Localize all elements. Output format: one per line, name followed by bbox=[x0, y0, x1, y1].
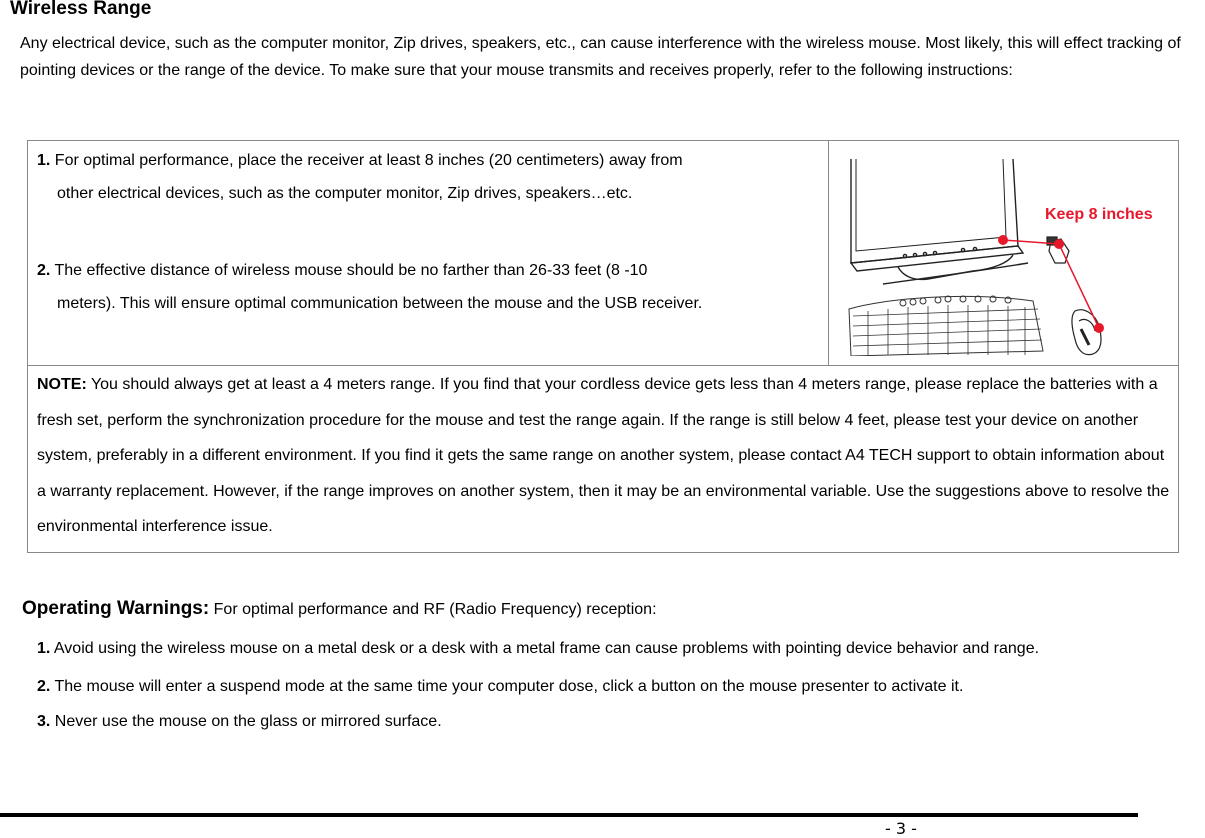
operating-warnings-heading-row bbox=[22, 598, 657, 620]
table-divider-vertical bbox=[828, 141, 829, 365]
item-text: The effective distance of wireless mouse should be no farther than 26-33 feet (8 -10 bbox=[50, 262, 648, 279]
page-number: - 3 - bbox=[885, 819, 917, 838]
footer-rule-thin bbox=[0, 816, 190, 817]
section-title: Wireless Range bbox=[10, 0, 152, 19]
warning-item bbox=[37, 678, 963, 696]
item-text: Never use the mouse on the glass or mirrored surface. bbox=[50, 713, 442, 730]
instruction-item-1 bbox=[37, 144, 817, 210]
note-paragraph bbox=[37, 367, 1172, 545]
item-text-continued: other electrical devices, such as the computer monitor, Zip drives, speakers…etc. bbox=[57, 185, 633, 202]
item-number: 1. bbox=[37, 152, 51, 169]
instruction-item-2 bbox=[37, 254, 827, 320]
warning-item bbox=[37, 713, 442, 731]
item-text: Avoid using the wireless mouse on a metal desk or a desk with a metal frame can cause problems with pointing device behavior and range. bbox=[50, 640, 1040, 657]
item-number: 3. bbox=[37, 713, 51, 730]
note-label: NOTE: bbox=[37, 376, 87, 393]
marker-dot-monitor bbox=[998, 235, 1008, 245]
item-text: For optimal performance, place the receiver at least 8 inches (20 centimeters) away from bbox=[50, 152, 683, 169]
warning-item bbox=[37, 640, 1039, 658]
note-text: You should always get at least a 4 meters range. If you find that your cordless device gets less than 4 meters range, please replace the batteries with a fresh set, perform the synchronization procedure for the mouse and test the range again. If the range is still below 4 feet, please test your device on another system, preferably in a different environment. If you find it gets the same range on another system, please contact A4 TECH support to obtain information about a warranty replacement. However, if the range improves on another system, then it may be an environmental variable. Use the suggestions above to resolve the environmental interference issue. bbox=[37, 376, 1170, 535]
marker-dot-receiver bbox=[1054, 239, 1064, 249]
intro-paragraph: Any electrical device, such as the computer monitor, Zip drives, speakers, etc., can cause interference with the wireless mouse. Most likely, this will effect tracking of pointing devices or the range of the device. To make sure that your mouse transmits and receives properly, refer to the following instructions: bbox=[20, 35, 1181, 79]
monitor-icon bbox=[851, 159, 1028, 284]
table-divider-horizontal bbox=[28, 365, 1178, 366]
keyboard-icon bbox=[849, 296, 1043, 356]
marker-dot-mouse bbox=[1094, 323, 1104, 333]
operating-warnings-heading: Operating Warnings: bbox=[22, 598, 210, 619]
item-number: 2. bbox=[37, 262, 51, 279]
item-text-continued: meters). This will ensure optimal communication between the mouse and the USB receiver. bbox=[57, 295, 703, 312]
instructions-table bbox=[27, 140, 1179, 553]
item-text: The mouse will enter a suspend mode at the same time your computer dose, click a button on the mouse presenter to activate it. bbox=[50, 678, 964, 695]
item-number: 1. bbox=[37, 640, 51, 657]
item-number: 2. bbox=[37, 678, 51, 695]
keep-distance-label: Keep 8 inches bbox=[1045, 206, 1153, 223]
operating-warnings-subheading: For optimal performance and RF (Radio Frequency) reception: bbox=[209, 601, 657, 618]
receiver-distance-illustration bbox=[843, 151, 1108, 356]
